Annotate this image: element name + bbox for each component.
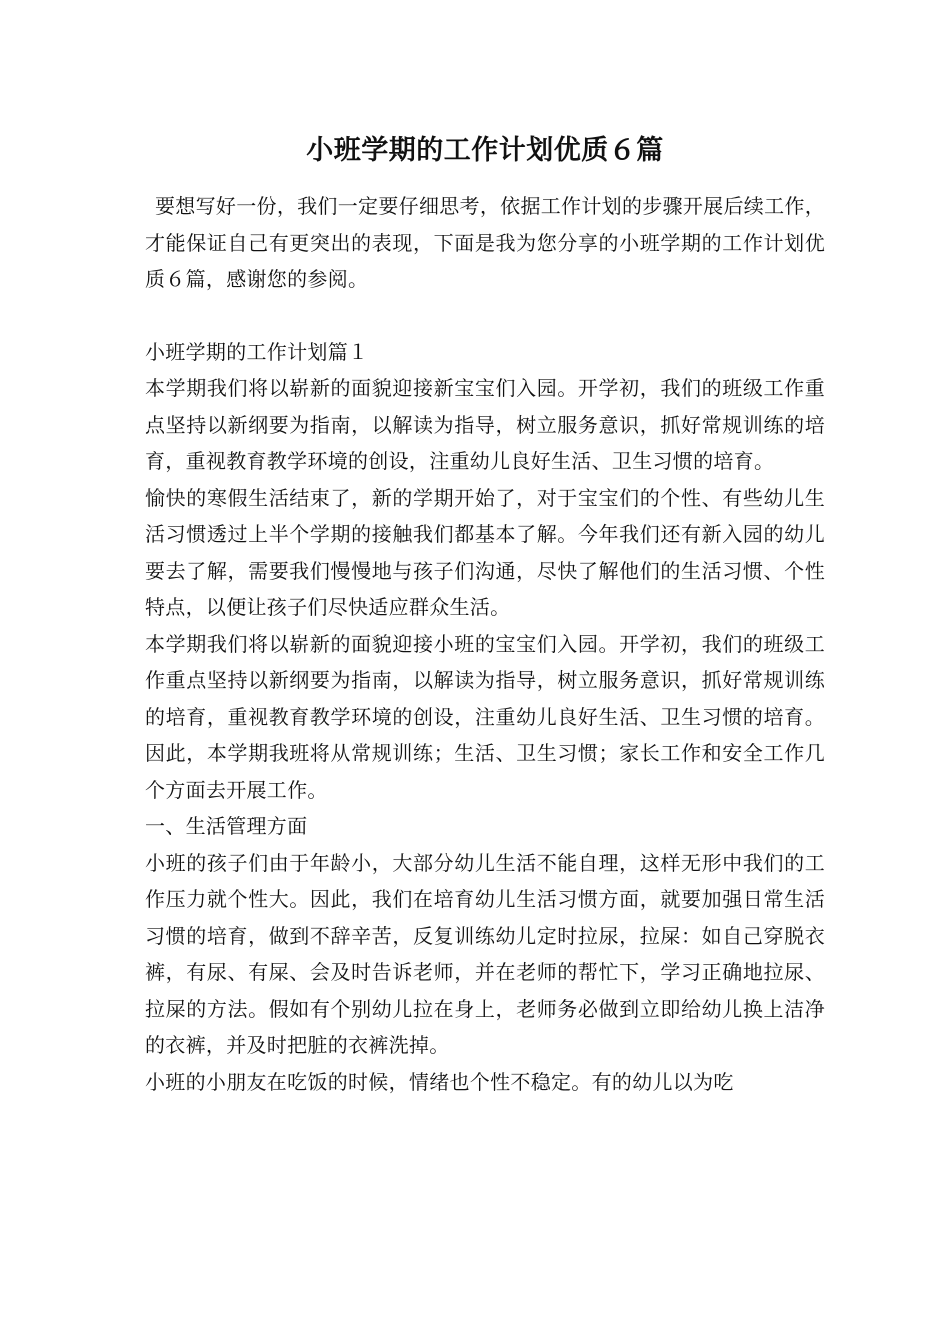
document-title: 小班学期的工作计划优质６篇 (306, 135, 664, 166)
document-page (145, 128, 825, 1100)
section-heading-plan-1: 小班学期的工作计划篇１ (145, 339, 369, 364)
body-paragraph: 本学期我们将以崭新的面貌迎接小班的宝宝们入园。开学初，我们的班级工作重点坚持以新纲要为指南，以解读为指导，树立服务意识，抓好常规训练的培育，重视教育教学环境的创设，注重幼儿良好生活、卫生习惯的培育。因此，本学期我班将从常规训练；生活、卫生习惯；家长工作和安全工作几个方面去开展工作。 (145, 631, 825, 802)
body-paragraph: 小班的小朋友在吃饭的时候，情绪也个性不稳定。有的幼儿以为吃 (145, 1069, 734, 1094)
body-paragraph: 愉快的寒假生活结束了，新的学期开始了，对于宝宝们的个性、有些幼儿生活习惯透过上半个学期的接触我们都基本了解。今年我们还有新入园的幼儿要去了解，需要我们慢慢地与孩子们沟通，尽快了解他们的生活习惯、个性特点，以便让孩子们尽快适应群众生活。 (145, 485, 825, 619)
paragraph-gap (145, 298, 825, 334)
body-paragraph: 本学期我们将以崭新的面貌迎接新宝宝们入园。开学初，我们的班级工作重点坚持以新纲要为指南，以解读为指导，树立服务意识，抓好常规训练的培育，重视教育教学环境的创设，注重幼儿良好生活、卫生习惯的培育。 (145, 376, 825, 473)
section-heading-life-management: 一、生活管理方面 (145, 814, 308, 838)
intro-paragraph: 要想写好一份，我们一定要仔细思考，依据工作计划的步骤开展后续工作，才能保证自己有更突出的表现，下面是我为您分享的小班学期的工作计划优质６篇，感谢您的参阅。 (145, 194, 825, 291)
body-paragraph: 小班的孩子们由于年龄小，大部分幼儿生活不能自理，这样无形中我们的工作压力就个性大。因此，我们在培育幼儿生活习惯方面，就要加强日常生活习惯的培育，做到不辞辛苦，反复训练幼儿定时拉尿，拉屎：如自己穿脱衣裤，有尿、有屎、会及时告诉老师，并在老师的帮忙下，学习正确地拉尿、拉屎的方法。假如有个别幼儿拉在身上，老师务必做到立即给幼儿换上洁净的衣裤，并及时把脏的衣裤洗掉。 (145, 850, 825, 1057)
